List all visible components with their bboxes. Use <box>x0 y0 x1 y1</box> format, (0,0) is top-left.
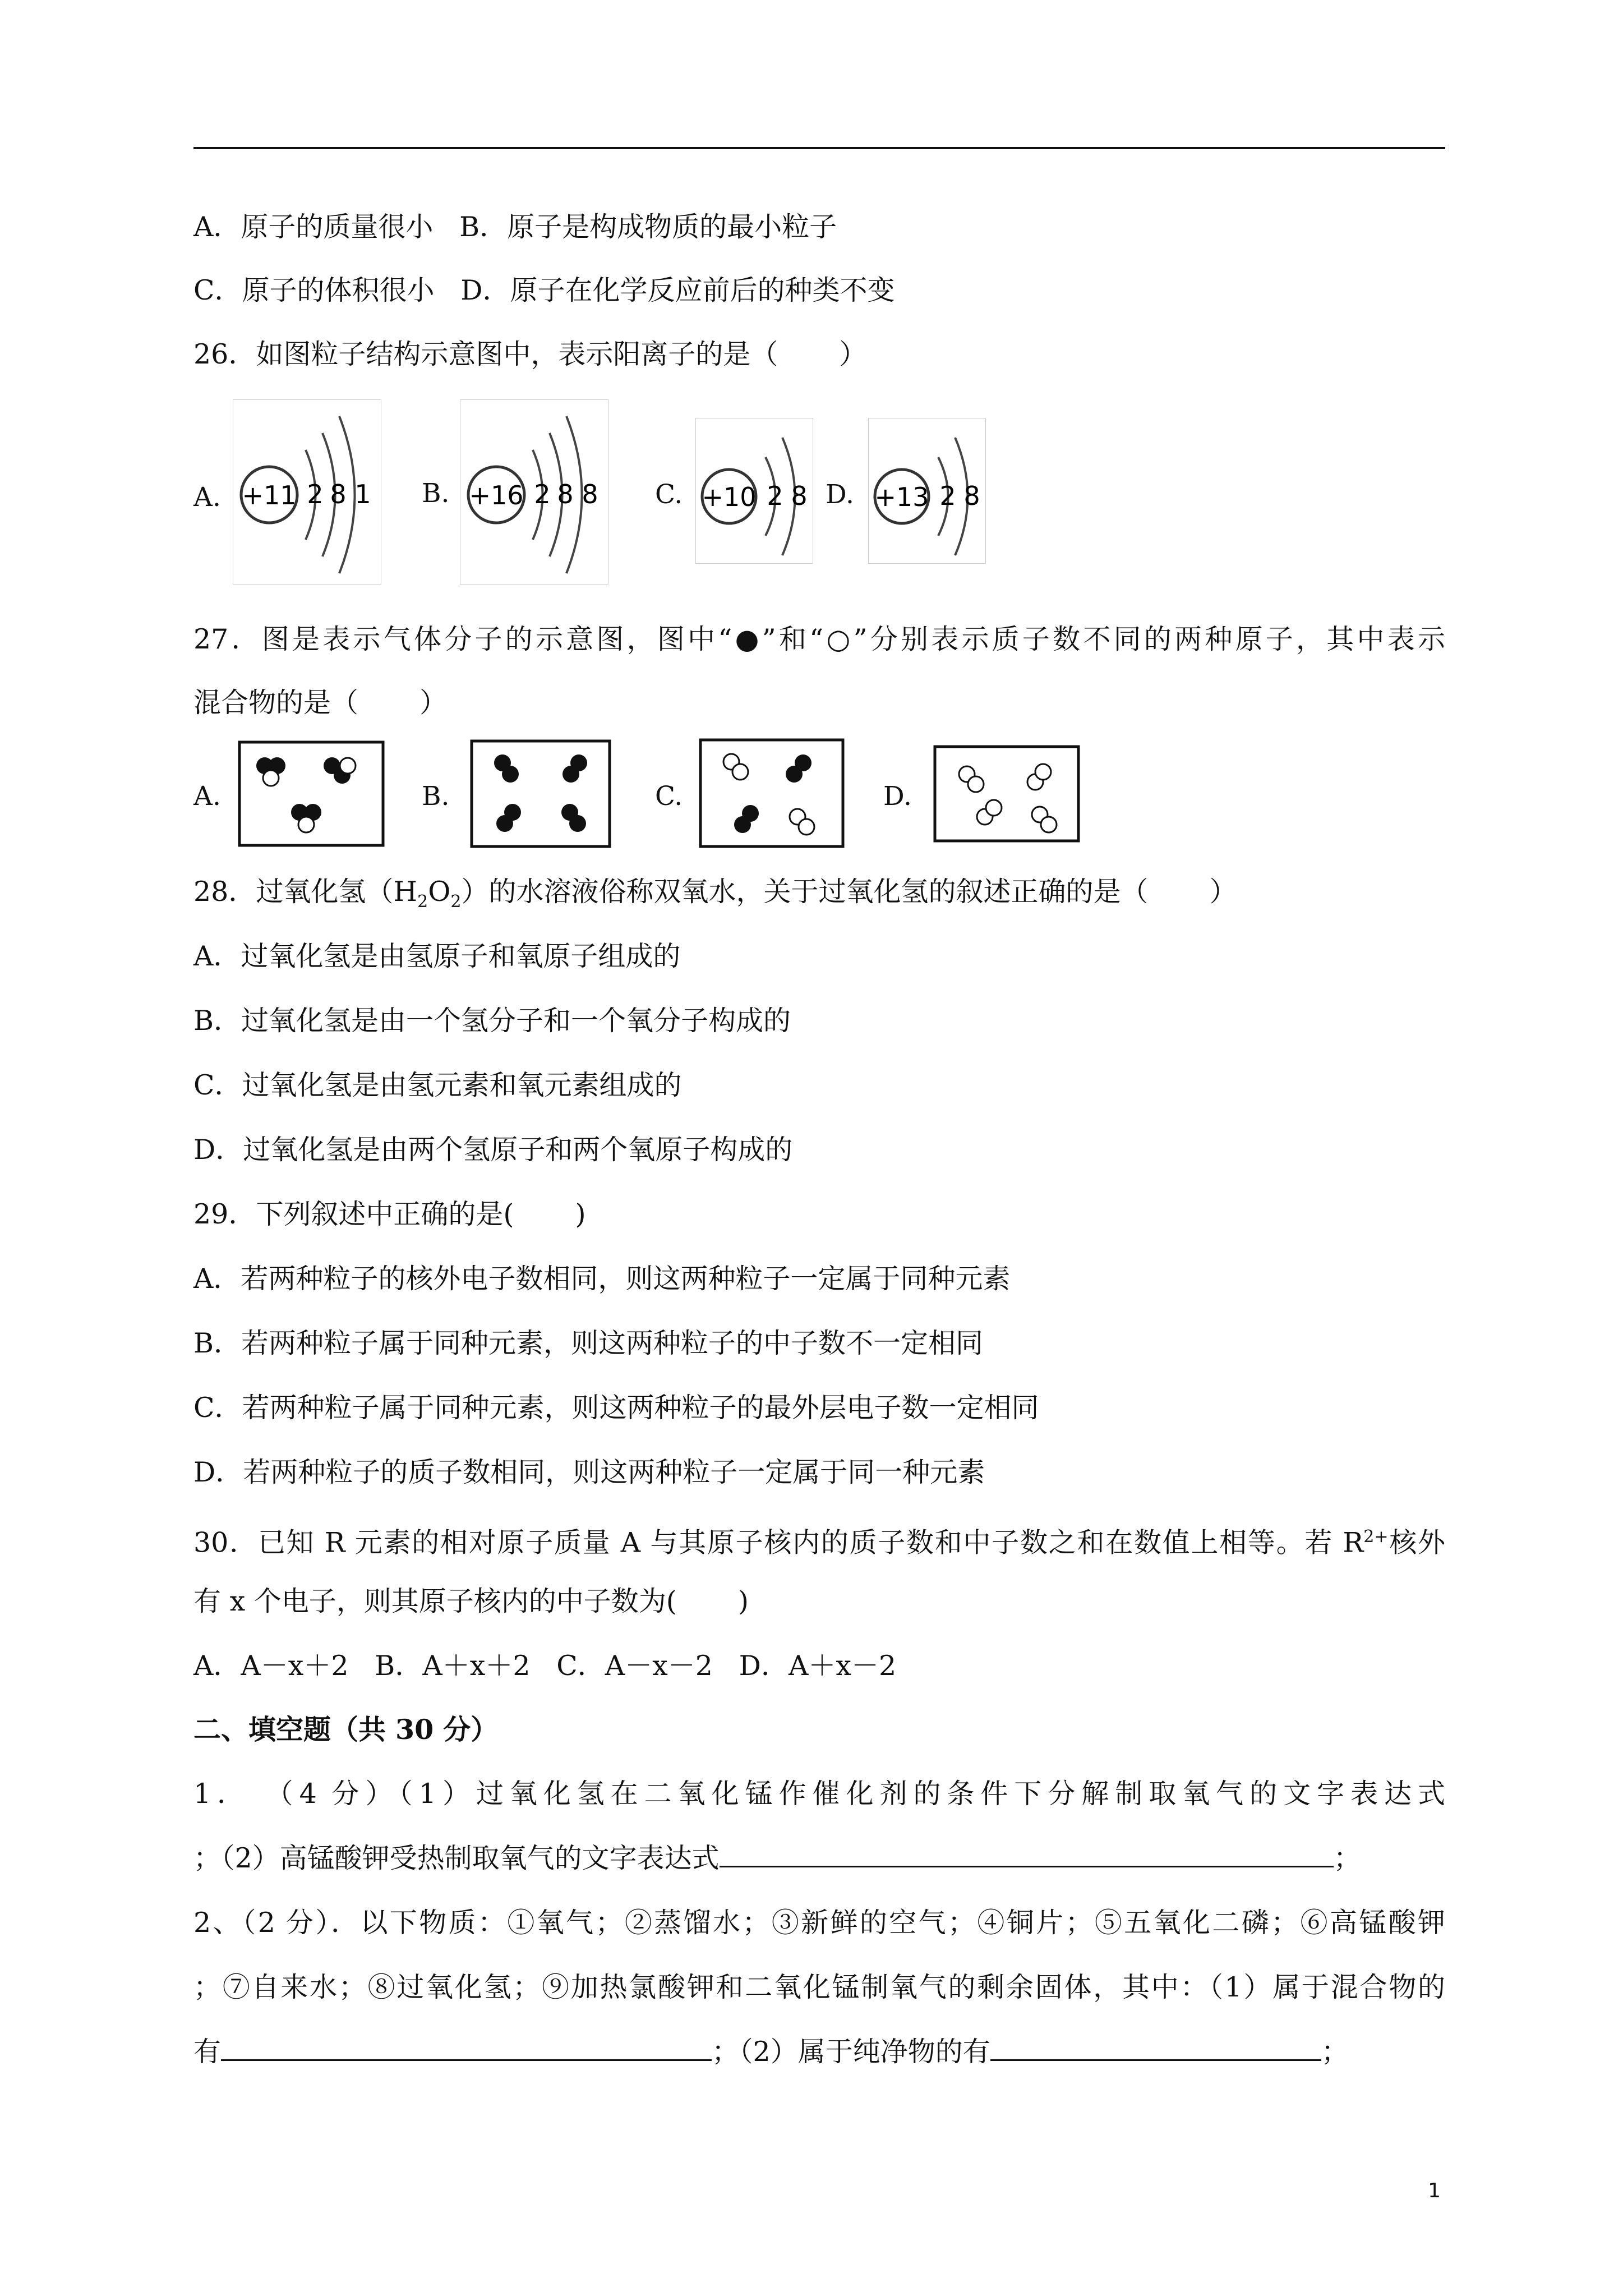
q29-option-d: D．若两种粒子的质子数相同，则这两种粒子一定属于同一种元素 <box>193 1456 985 1488</box>
q26-b-shell-2: 8 <box>557 479 574 509</box>
q25-options-ab: A．原子的质量很小 B．原子是构成物质的最小粒子 <box>193 211 837 243</box>
q28-option-d: D．过氧化氢是由两个氢原子和两个氧原子构成的 <box>193 1134 793 1166</box>
q28-question: 28．过氧化氢$(H_2O_2)$的水溶液俗称双氧水，关于过氧化氢的叙述正确的是（ ） <box>193 876 1237 912</box>
q26-option-c-label: C. <box>655 479 683 510</box>
q29-option-b: B．若两种粒子属于同种元素，则这两种粒子的中子数不一定相同 <box>193 1327 984 1359</box>
q30-question-line-2: 有 x 个电子，则其原子核内的中子数为( ) <box>193 1585 749 1617</box>
q29-option-c: C．若两种粒子属于同种元素，则这两种粒子的最外层电子数一定相同 <box>193 1392 1039 1424</box>
q30-question-line-1: 30．已知 R 元素的相对原子质量 A 与其原子核内的质子数和中子数之和在数值上相等。若 $R^{2+}$核外 <box>193 1526 1445 1559</box>
fill-2-pure-blank[interactable] <box>990 2035 1321 2061</box>
q26-a-nucleus: +11 <box>242 480 297 510</box>
q27-question-line-2: 混合物的是（ ） <box>193 687 448 719</box>
q25-options-cd: C．原子的体积很小 D．原子在化学反应前后的种类不变 <box>193 274 895 306</box>
q27-option-c-label: C. <box>655 781 683 812</box>
q26-atom-diagram-c <box>695 418 813 564</box>
q26-atom-diagram-d <box>868 418 986 564</box>
q26-atom-diagram-b <box>460 399 608 585</box>
fill-2-line-2: ；⑦自来水；⑧过氧化氢；⑨加热氯酸钾和二氧化锰制氧气的剩余固体，其中：（1）属于混合物的 <box>193 1971 1445 2003</box>
fill-2-mixture-blank[interactable] <box>221 2035 712 2061</box>
q27-option-b-label: B. <box>422 781 450 812</box>
q26-d-shell-1: 2 <box>939 481 956 511</box>
fill-1-line-1: 1． （4 分）（1）过氧化氢在二氧化锰作催化剂的条件下分解制取氧气的文字表达式 <box>193 1778 1445 1810</box>
fill-1-line-2: ；（2）高锰酸钾受热制取氧气的文字表达式 ； <box>193 1842 1361 1874</box>
q26-option-d-label: D. <box>826 479 854 510</box>
q27-question-line-1: 27．图是表示气体分子的示意图，图中“●”和“○”分别表示质子数不同的两种原子，其中表示 <box>193 623 1445 655</box>
q26-option-a-label: A. <box>193 482 221 513</box>
q27-option-a-label: A. <box>193 781 221 812</box>
fill-1-answer-blank[interactable] <box>720 1841 1334 1867</box>
q26-question: 26．如图粒子结构示意图中，表示阳离子的是（ ） <box>193 338 867 370</box>
q27-box-b <box>470 739 611 848</box>
q27-box-d <box>933 745 1080 843</box>
fill-2-line-1: 2、（2 分）．以下物质：①氧气；②蒸馏水；③新鲜的空气；④铜片；⑤五氧化二磷；⑥高锰酸钾 <box>193 1907 1445 1939</box>
q26-d-shell-2: 8 <box>963 481 980 511</box>
q26-d-nucleus: +13 <box>874 482 929 512</box>
q26-b-nucleus: +16 <box>469 480 524 510</box>
q27-option-d-label: D. <box>883 781 912 812</box>
fill-2-line-3: 有 ；（2）属于纯净物的有 ； <box>193 2036 1349 2068</box>
q28-option-b: B．过氧化氢是由一个氢分子和一个氧分子构成的 <box>193 1005 791 1037</box>
q28-option-c: C．过氧化氢是由氢元素和氧元素组成的 <box>193 1069 682 1101</box>
q29-option-a: A．若两种粒子的核外电子数相同，则这两种粒子一定属于同种元素 <box>193 1263 1011 1295</box>
q26-a-shell-1: 2 <box>307 479 324 509</box>
q26-option-b-label: B. <box>422 478 450 509</box>
q27-box-c <box>699 738 845 848</box>
q28-option-a: A．过氧化氢是由氢原子和氧原子组成的 <box>193 940 681 972</box>
q26-b-shell-3: 8 <box>582 479 598 509</box>
q26-c-nucleus: +10 <box>702 482 757 512</box>
section-2-heading: 二、填空题（共 30 分） <box>193 1713 499 1746</box>
q26-c-shell-2: 8 <box>791 481 808 511</box>
q26-b-shell-1: 2 <box>534 479 551 509</box>
page-number: 1 <box>1428 2179 1441 2202</box>
header-rule <box>193 147 1445 149</box>
q26-a-shell-2: 8 <box>330 479 347 509</box>
q27-box-a <box>238 740 385 847</box>
q26-a-shell-3: 1 <box>354 479 371 509</box>
q26-atom-diagram-a <box>233 399 381 585</box>
q26-c-shell-1: 2 <box>767 481 783 511</box>
q29-question: 29．下列叙述中正确的是( ) <box>193 1198 586 1230</box>
q30-options: A．A－x＋2 B．A＋x＋2 C．A－x－2 D．A＋x－2 <box>193 1650 897 1682</box>
